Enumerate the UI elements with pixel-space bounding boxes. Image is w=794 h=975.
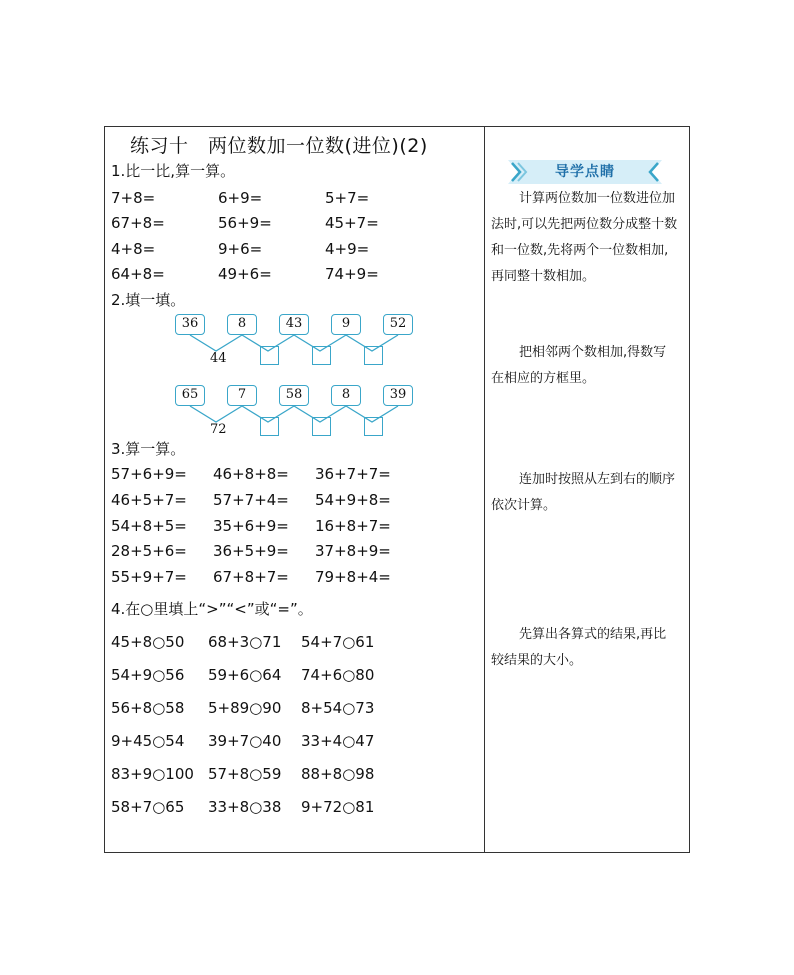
q4-expression: 54+9○56 xyxy=(111,666,185,684)
q3-expression: 55+9+7= xyxy=(111,568,187,586)
q1-expression: 7+8= xyxy=(111,189,156,207)
chain-number-box: 8 xyxy=(227,314,257,335)
q4-expression: 39+7○40 xyxy=(208,732,282,750)
chain-given-answer: 44 xyxy=(210,351,227,366)
q3-heading: 3.算一算。 xyxy=(111,440,186,458)
q4-row xyxy=(111,632,481,652)
q3-expression: 36+5+9= xyxy=(213,542,289,560)
q4-heading: 4.在○里填上“>”“<”或“=”。 xyxy=(111,600,313,618)
chain-number-box: 8 xyxy=(331,385,361,406)
q3-expression: 46+8+8= xyxy=(213,465,289,483)
q1-expression: 67+8= xyxy=(111,214,165,232)
q1-expression: 5+7= xyxy=(325,189,370,207)
q4-expression: 8+54○73 xyxy=(301,699,375,717)
q4-expression: 5+89○90 xyxy=(208,699,282,717)
q4-expression: 83+9○100 xyxy=(111,765,194,783)
chain-number-box: 7 xyxy=(227,385,257,406)
q4-expression: 33+8○38 xyxy=(208,798,282,816)
q4-expression: 45+8○50 xyxy=(111,633,185,651)
q4-expression: 88+8○98 xyxy=(301,765,375,783)
chain-number-box: 58 xyxy=(279,385,309,406)
q4-row xyxy=(111,698,481,718)
chain-answer-box[interactable] xyxy=(312,417,331,436)
q1-expression: 6+9= xyxy=(218,189,263,207)
q3-row xyxy=(111,567,481,587)
q3-expression: 16+8+7= xyxy=(315,517,391,535)
chain-answer-box[interactable] xyxy=(260,417,279,436)
q1-heading: 1.比一比,算一算。 xyxy=(111,162,236,180)
q4-expression: 68+3○71 xyxy=(208,633,282,651)
chain-number-box: 52 xyxy=(383,314,413,335)
q1-expression: 64+8= xyxy=(111,265,165,283)
q3-row xyxy=(111,490,481,510)
q4-expression: 74+6○80 xyxy=(301,666,375,684)
q3-row xyxy=(111,516,481,536)
q4-expression: 57+8○59 xyxy=(208,765,282,783)
q1-expression: 49+6= xyxy=(218,265,272,283)
q3-expression: 54+8+5= xyxy=(111,517,187,535)
guide-note-4: 先算出各算式的结果,再比较结果的大小。 xyxy=(491,627,667,668)
q3-expression: 54+9+8= xyxy=(315,491,391,509)
q1-expression: 74+9= xyxy=(325,265,379,283)
q2-heading: 2.填一填。 xyxy=(111,291,186,309)
q4-row xyxy=(111,731,481,751)
q4-expression: 9+72○81 xyxy=(301,798,375,816)
page-title: 练习十 两位数加一位数(进位)(2) xyxy=(130,135,428,157)
q1-expression: 9+6= xyxy=(218,240,263,258)
chain-number-box: 9 xyxy=(331,314,361,335)
chain-number-box: 65 xyxy=(175,385,205,406)
q3-row xyxy=(111,541,481,561)
guide-note-2: 把相邻两个数相加,得数写在相应的方框里。 xyxy=(491,345,667,386)
q3-expression: 36+7+7= xyxy=(315,465,391,483)
guide-note-3: 连加时按照从左到右的顺序依次计算。 xyxy=(491,472,676,513)
q4-expression: 54+7○61 xyxy=(301,633,375,651)
q3-expression: 57+6+9= xyxy=(111,465,187,483)
q3-row xyxy=(111,464,481,484)
q1-expression: 56+9= xyxy=(218,214,272,232)
q1-expression: 4+8= xyxy=(111,240,156,258)
q3-expression: 28+5+6= xyxy=(111,542,187,560)
q3-expression: 35+6+9= xyxy=(213,517,289,535)
q4-expression: 9+45○54 xyxy=(111,732,185,750)
chain-number-box: 43 xyxy=(279,314,309,335)
q3-expression: 37+8+9= xyxy=(315,542,391,560)
q4-row xyxy=(111,797,481,817)
q1-expression: 45+7= xyxy=(325,214,379,232)
guide-badge-label: 导学点睛 xyxy=(555,164,615,180)
q4-expression: 56+8○58 xyxy=(111,699,185,717)
q4-expression: 58+7○65 xyxy=(111,798,185,816)
q3-expression: 46+5+7= xyxy=(111,491,187,509)
q3-expression: 67+8+7= xyxy=(213,568,289,586)
chain-number-box: 39 xyxy=(383,385,413,406)
chain-given-answer: 72 xyxy=(210,422,227,437)
guide-note-1: 计算两位数加一位数进位加法时,可以先把两位数分成整十数和一位数,先将两个一位数相加,再同整十数相加。 xyxy=(491,191,678,284)
q4-row xyxy=(111,665,481,685)
q4-expression: 33+4○47 xyxy=(301,732,375,750)
chain-connector xyxy=(190,406,242,422)
chain-answer-box[interactable] xyxy=(364,417,383,436)
q1-expression: 4+9= xyxy=(325,240,370,258)
chain-number-box: 36 xyxy=(175,314,205,335)
q4-expression: 59+6○64 xyxy=(208,666,282,684)
q4-row xyxy=(111,764,481,784)
q3-expression: 79+8+4= xyxy=(315,568,391,586)
q3-expression: 57+7+4= xyxy=(213,491,289,509)
